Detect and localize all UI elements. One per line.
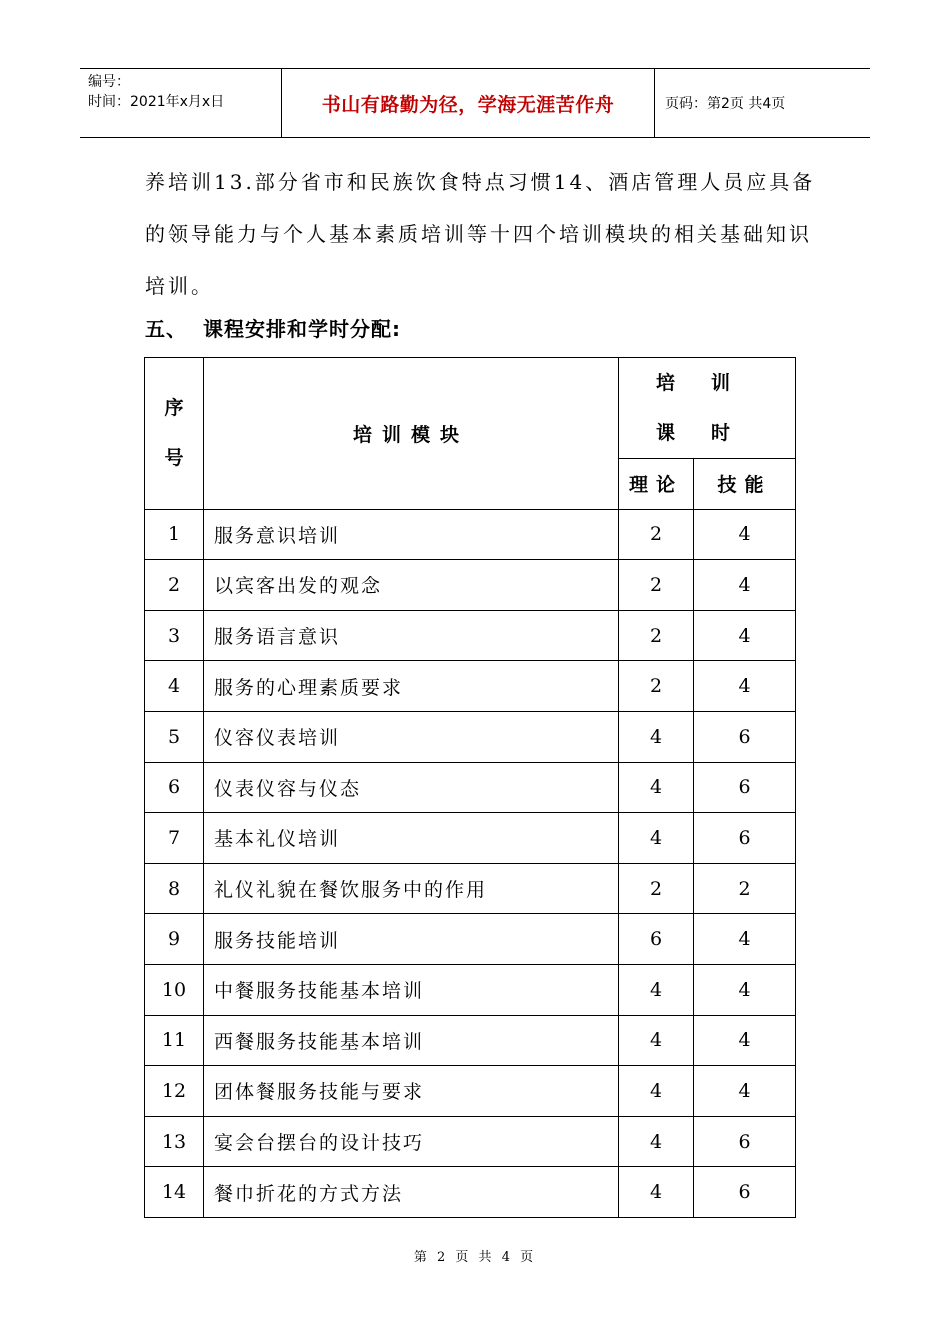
row-theory-hours: 4 <box>619 711 694 762</box>
header-seq: 序号 <box>145 358 204 510</box>
row-skill-hours: 2 <box>694 863 796 914</box>
table-row <box>145 560 796 611</box>
row-theory-hours: 2 <box>619 610 694 661</box>
row-skill-hours: 4 <box>694 610 796 661</box>
row-module: 服务语言意识 <box>204 610 619 661</box>
row-number: 7 <box>145 813 204 864</box>
row-module: 仪容仪表培训 <box>204 711 619 762</box>
row-theory-hours: 4 <box>619 964 694 1015</box>
row-skill-hours: 4 <box>694 914 796 965</box>
row-theory-hours: 4 <box>619 1066 694 1117</box>
table-row <box>145 762 796 813</box>
row-skill-hours: 4 <box>694 509 796 560</box>
table-row <box>145 711 796 762</box>
table-row <box>145 964 796 1015</box>
row-number: 11 <box>145 1015 204 1066</box>
header-module: 培训模块 <box>204 358 619 510</box>
row-module: 仪表仪容与仪态 <box>204 762 619 813</box>
intro-line: 的领导能力与个人基本素质培训等十四个培训模块的相关基础知识 <box>145 222 812 246</box>
table-row <box>145 610 796 661</box>
row-number: 9 <box>145 914 204 965</box>
row-skill-hours: 6 <box>694 711 796 762</box>
row-theory-hours: 6 <box>619 914 694 965</box>
row-module: 中餐服务技能基本培训 <box>204 964 619 1015</box>
row-theory-hours: 4 <box>619 762 694 813</box>
row-skill-hours: 4 <box>694 560 796 611</box>
intro-paragraph <box>145 156 825 312</box>
row-number: 1 <box>145 509 204 560</box>
header-meta <box>80 69 282 137</box>
row-module: 餐巾折花的方式方法 <box>204 1167 619 1218</box>
table-row <box>145 863 796 914</box>
header-skill: 技能 <box>694 459 796 510</box>
row-skill-hours: 6 <box>694 762 796 813</box>
row-number: 5 <box>145 711 204 762</box>
row-number: 4 <box>145 661 204 712</box>
section-title: 课程安排和学时分配: <box>203 317 401 341</box>
date-line: 时间：2021年x月x日 <box>88 94 225 110</box>
row-skill-hours: 4 <box>694 661 796 712</box>
table-row <box>145 1116 796 1167</box>
table-row <box>145 813 796 864</box>
page-footer: 第 2 页 共 4 页 <box>413 1250 537 1265</box>
row-number: 14 <box>145 1167 204 1218</box>
row-skill-hours: 6 <box>694 1116 796 1167</box>
row-number: 3 <box>145 610 204 661</box>
table-row <box>145 914 796 965</box>
table-row <box>145 661 796 712</box>
row-module: 宴会台摆台的设计技巧 <box>204 1116 619 1167</box>
row-module: 西餐服务技能基本培训 <box>204 1015 619 1066</box>
page-header <box>80 68 870 138</box>
header-theory: 理论 <box>619 459 694 510</box>
header-motto: 书山有路勤为径，学海无涯苦作舟 <box>321 93 615 116</box>
row-theory-hours: 4 <box>619 1015 694 1066</box>
row-skill-hours: 4 <box>694 964 796 1015</box>
row-theory-hours: 2 <box>619 661 694 712</box>
row-module: 礼仪礼貌在餐饮服务中的作用 <box>204 863 619 914</box>
header-page-info: 页码：第2页 共4页 <box>665 96 786 112</box>
row-module: 基本礼仪培训 <box>204 813 619 864</box>
row-theory-hours: 2 <box>619 863 694 914</box>
row-skill-hours: 6 <box>694 813 796 864</box>
row-skill-hours: 4 <box>694 1015 796 1066</box>
section-heading <box>145 313 401 342</box>
row-theory-hours: 4 <box>619 1167 694 1218</box>
row-number: 6 <box>145 762 204 813</box>
row-number: 2 <box>145 560 204 611</box>
table-row <box>145 1167 796 1218</box>
row-theory-hours: 2 <box>619 509 694 560</box>
intro-line: 培训。 <box>145 274 214 298</box>
row-number: 10 <box>145 964 204 1015</box>
row-module: 以宾客出发的观念 <box>204 560 619 611</box>
row-module: 团体餐服务技能与要求 <box>204 1066 619 1117</box>
row-number: 13 <box>145 1116 204 1167</box>
intro-line: 养培训13.部分省市和民族饮食特点习惯14、酒店管理人员应具备 <box>145 170 816 194</box>
table-row <box>145 1066 796 1117</box>
row-theory-hours: 4 <box>619 1116 694 1167</box>
table-row <box>145 1015 796 1066</box>
header-motto-cell <box>282 69 655 137</box>
course-table <box>144 357 796 1218</box>
row-module: 服务的心理素质要求 <box>204 661 619 712</box>
row-number: 12 <box>145 1066 204 1117</box>
table-row <box>145 509 796 560</box>
header-hours: 培训课时 <box>619 358 796 459</box>
row-theory-hours: 2 <box>619 560 694 611</box>
section-number: 五、 <box>145 317 187 341</box>
row-module: 服务技能培训 <box>204 914 619 965</box>
serial-label: 编号： <box>88 74 130 90</box>
row-skill-hours: 4 <box>694 1066 796 1117</box>
row-number: 8 <box>145 863 204 914</box>
row-theory-hours: 4 <box>619 813 694 864</box>
row-module: 服务意识培训 <box>204 509 619 560</box>
row-skill-hours: 6 <box>694 1167 796 1218</box>
